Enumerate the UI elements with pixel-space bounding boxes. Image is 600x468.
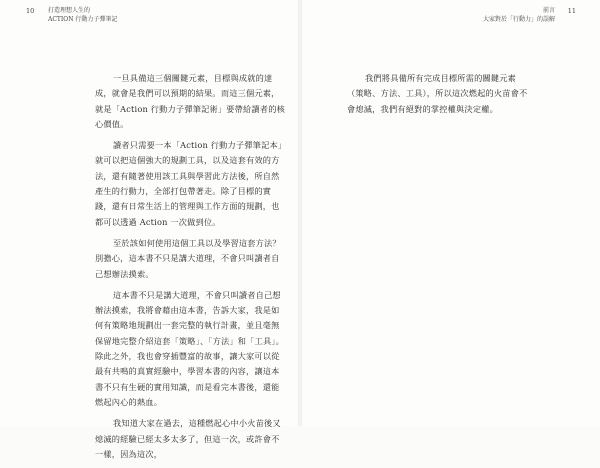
left-paragraph-3: 至於該如何使用這個工具以及學習這套方法？別擔心，這本書不只是講大道理，不會只叫讀者自己想辦法摸索。 <box>95 237 281 279</box>
left-paragraph-5: 我知道大家在過去，這種燃起心中小火苗後又熄滅的經驗已經太多太多了，但這一次，或許會不一樣，因為這次， <box>95 418 281 459</box>
left-page-number: 10 <box>26 7 35 15</box>
right-running-head-line-1: 前言 <box>542 7 555 14</box>
right-running-head-line-2: 大家對於「行動力」的誤解 <box>482 15 555 23</box>
left-paragraph-4: 這本書不只是講大道理，不會只叫讀者自己想辦法摸索，我將會藉由這本書，告訴大家，我是如何有策略地規劃出一套完整的執行計畫，並且毫無保留地完整介紹這套「策略」、「方法」和「工具」。除此之外，我也會穿插豐富的故事，讓大家可以從最有共鳴的真實經驗中，學習本書的內容，讓這本書不只有生硬的實用知識，而是看完本書後，還能燃起內心的熱血。 <box>95 289 285 407</box>
book-gutter <box>298 0 302 426</box>
left-running-head <box>48 7 117 24</box>
left-paragraph-1: 一旦具備這三個關鍵元素，目標與成就的達成，就會是我們可以預期的結果。而這三個元素，就是「Action 行動力子彈筆記術」要帶給讀者的核心價值。 <box>95 73 285 129</box>
right-page-body <box>347 71 529 123</box>
left-paragraph-2: 讀者只需要一本「Action 行動力子彈筆記本」就可以把這個強大的規劃工具，以及這套有效的方法，還有隨著使用該工具與學習此方法後，所自然產生的行動力，全部打包帶著走。除了目標的實踐，還有日常生活上的管理與工作方面的規劃，也都可以透過 Action 一次做到位。 <box>95 140 283 227</box>
left-running-head-line-1: 打造理想人生的 <box>48 7 91 14</box>
right-page-number: 11 <box>567 7 576 15</box>
right-running-head <box>483 7 555 24</box>
right-paragraph-1: 我們將具備所有完成目標所需的關鍵元素（策略、方法、工具），所以這次燃起的火苗會不會熄滅，我們有絕對的掌控權與決定權。 <box>347 73 528 114</box>
left-running-head-line-2: ACTION 行動力子彈筆記 <box>48 15 118 23</box>
left-page-body <box>95 71 285 468</box>
